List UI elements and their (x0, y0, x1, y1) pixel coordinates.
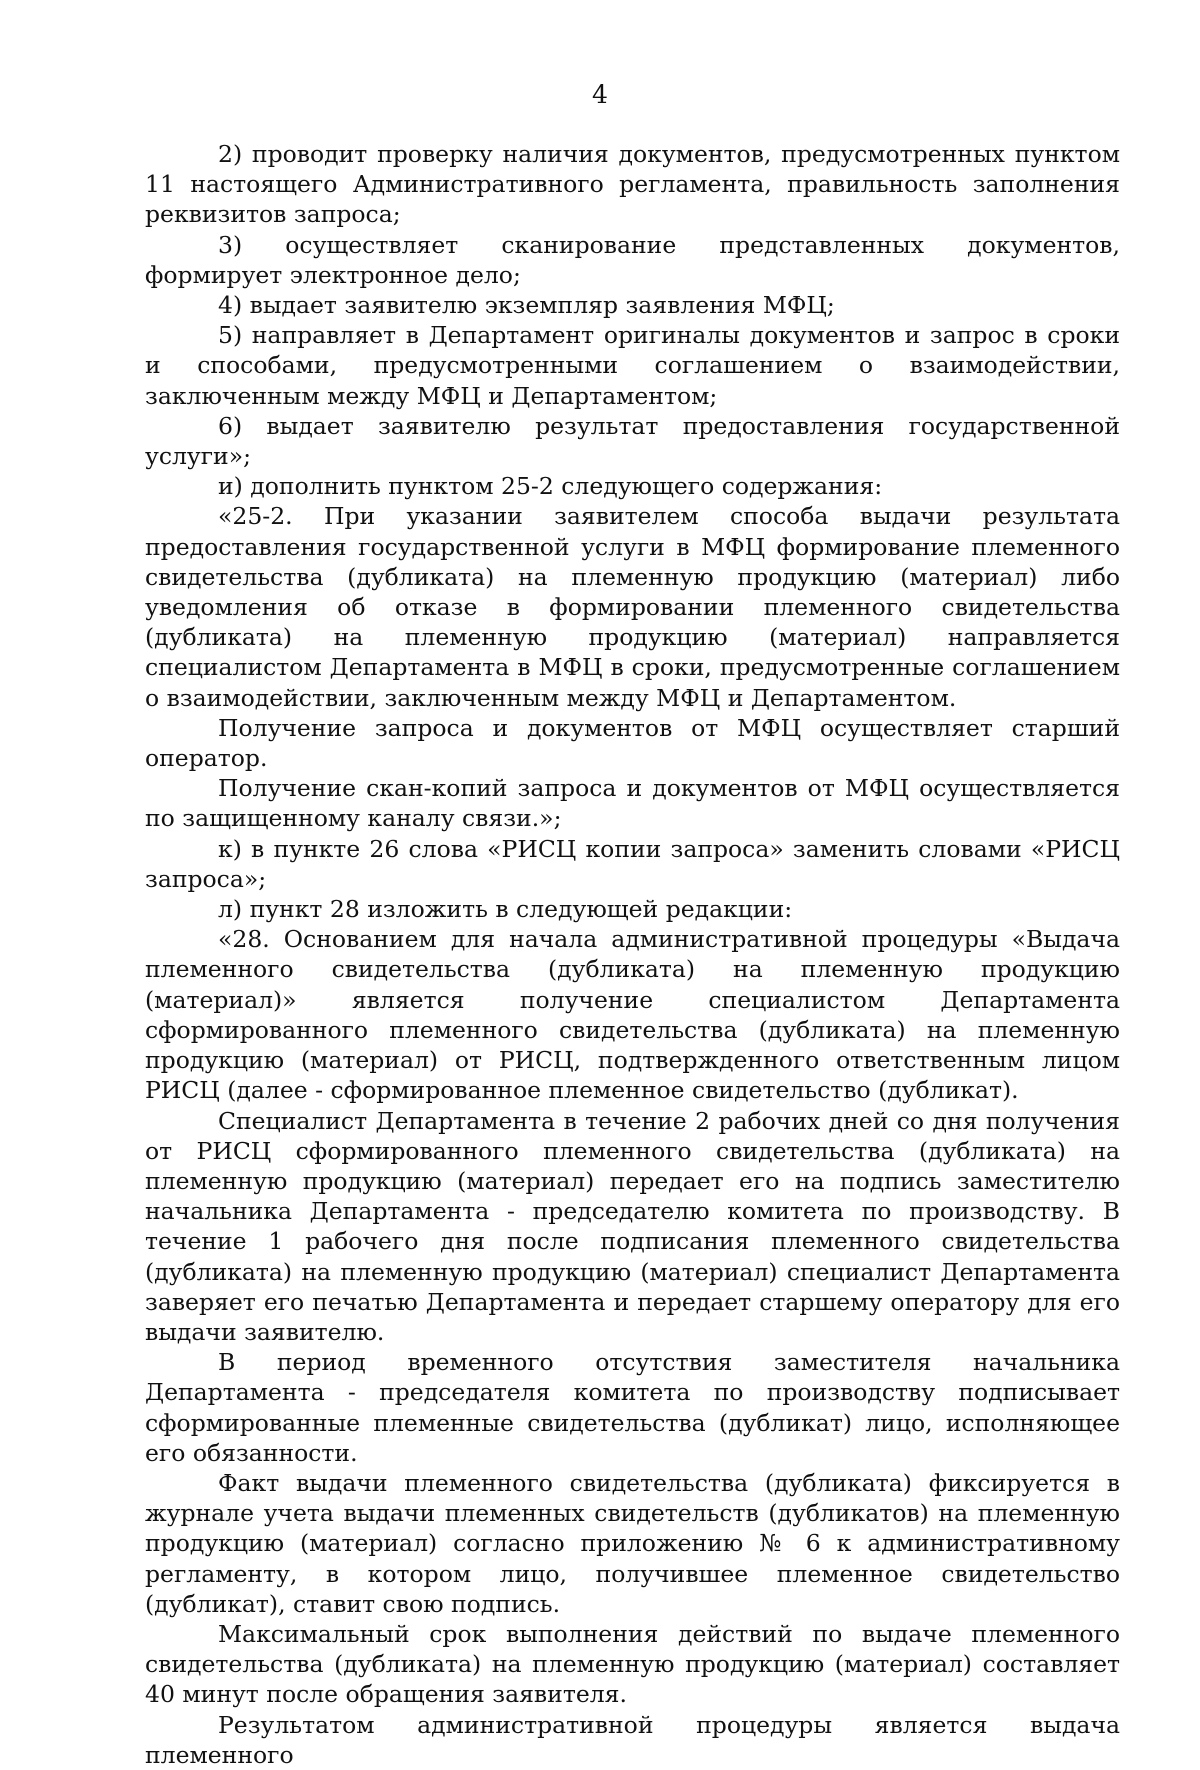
page-number: 4 (592, 80, 608, 109)
paragraph-receipt: Получение запроса и документов от МФЦ осуществляет старший оператор. (145, 713, 1120, 773)
paragraph-result: Результатом административной процедуры является выдача племенного (145, 1710, 1120, 1769)
document-body (145, 139, 1120, 1770)
paragraph-absence: В период временного отсутствия заместителя начальника Департамента - председателя комитета по производству подписывает сформированные племенные свидетельства (дубликат) лицо, исполняющее его обязанности. (145, 1348, 1120, 1467)
paragraph-subitem-l: л) пункт 28 изложить в следующей редакции: (218, 895, 793, 924)
paragraph-item-2: 2) проводит проверку наличия документов, предусмотренных пунктом 11 настоящего Административного регламента, правильность заполнения реквизитов запроса; (145, 140, 1120, 229)
paragraph-max-time: Максимальный срок выполнения действий по выдаче племенного свидетельства (дубликата) на племенную продукцию (материал) составляет 40 минут после обращения заявителя. (145, 1619, 1120, 1709)
paragraph-clause-28: «28. Основанием для начала административной процедуры «Выдача племенного свидетельства (дубликата) на племенную продукцию (материал)» является получение специалистом Департамента сформированного племенного свидетельства (дубликата) на племенную продукцию (материал) от РИСЦ, подтвержденного ответственным лицом РИСЦ (далее - сформированное племенное свидетельство (дубликат). (145, 925, 1120, 1105)
paragraph-item-5: 5) направляет в Департамент оригиналы документов и запрос в сроки и способами, предусмотренными соглашением о взаимодействии, заключенным между МФЦ и Департаментом; (145, 321, 1120, 410)
paragraph-specialist: Специалист Департамента в течение 2 рабочих дней со дня получения от РИСЦ сформированного племенного свидетельства (дубликата) на племенную продукцию (материал) передает его на подпись заместителю начальника Департамента - председателю комитета по производству. В течение 1 рабочего дня после подписания племенного свидетельства (дубликата) на племенную продукцию (материал) специалист Департамента заверяет его печатью Департамента и передает старшему оператору для его выдачи заявителю. (145, 1106, 1120, 1346)
paragraph-item-4: 4) выдает заявителю экземпляр заявления МФЦ; (218, 291, 835, 320)
paragraph-clause-25-2: «25-2. При указании заявителем способа выдачи результата предоставления государственной услуги в МФЦ формирование племенного свидетельства (дубликата) на племенную продукцию (материал) либо уведомления об отказе в формировании племенного свидетельства (дубликата) на племенную продукцию (материал) направляется специалистом Департамента в МФЦ в сроки, предусмотренные соглашением о взаимодействии, заключенным между МФЦ и Департаментом. (145, 502, 1120, 712)
paragraph-scan-copies: Получение скан-копий запроса и документов от МФЦ осуществляется по защищенному каналу связи.»; (145, 774, 1120, 833)
paragraph-subitem-i: и) дополнить пунктом 25-2 следующего содержания: (218, 472, 883, 501)
paragraph-journal: Факт выдачи племенного свидетельства (дубликата) фиксируется в журнале учета выдачи племенных свидетельств (дубликатов) на племенную продукцию (материал) согласно приложению № 6 к административному регламенту, в котором лицо, получившее племенное свидетельство (дубликат), ставит свою подпись. (145, 1468, 1120, 1618)
paragraph-subitem-k: к) в пункте 26 слова «РИСЦ копии запроса» заменить словами «РИСЦ запроса»; (145, 834, 1120, 893)
paragraph-item-6: 6) выдает заявителю результат предоставления государственной услуги»; (145, 411, 1120, 471)
paragraph-item-3: 3) осуществляет сканирование представленных документов, формирует электронное дело; (145, 230, 1120, 289)
